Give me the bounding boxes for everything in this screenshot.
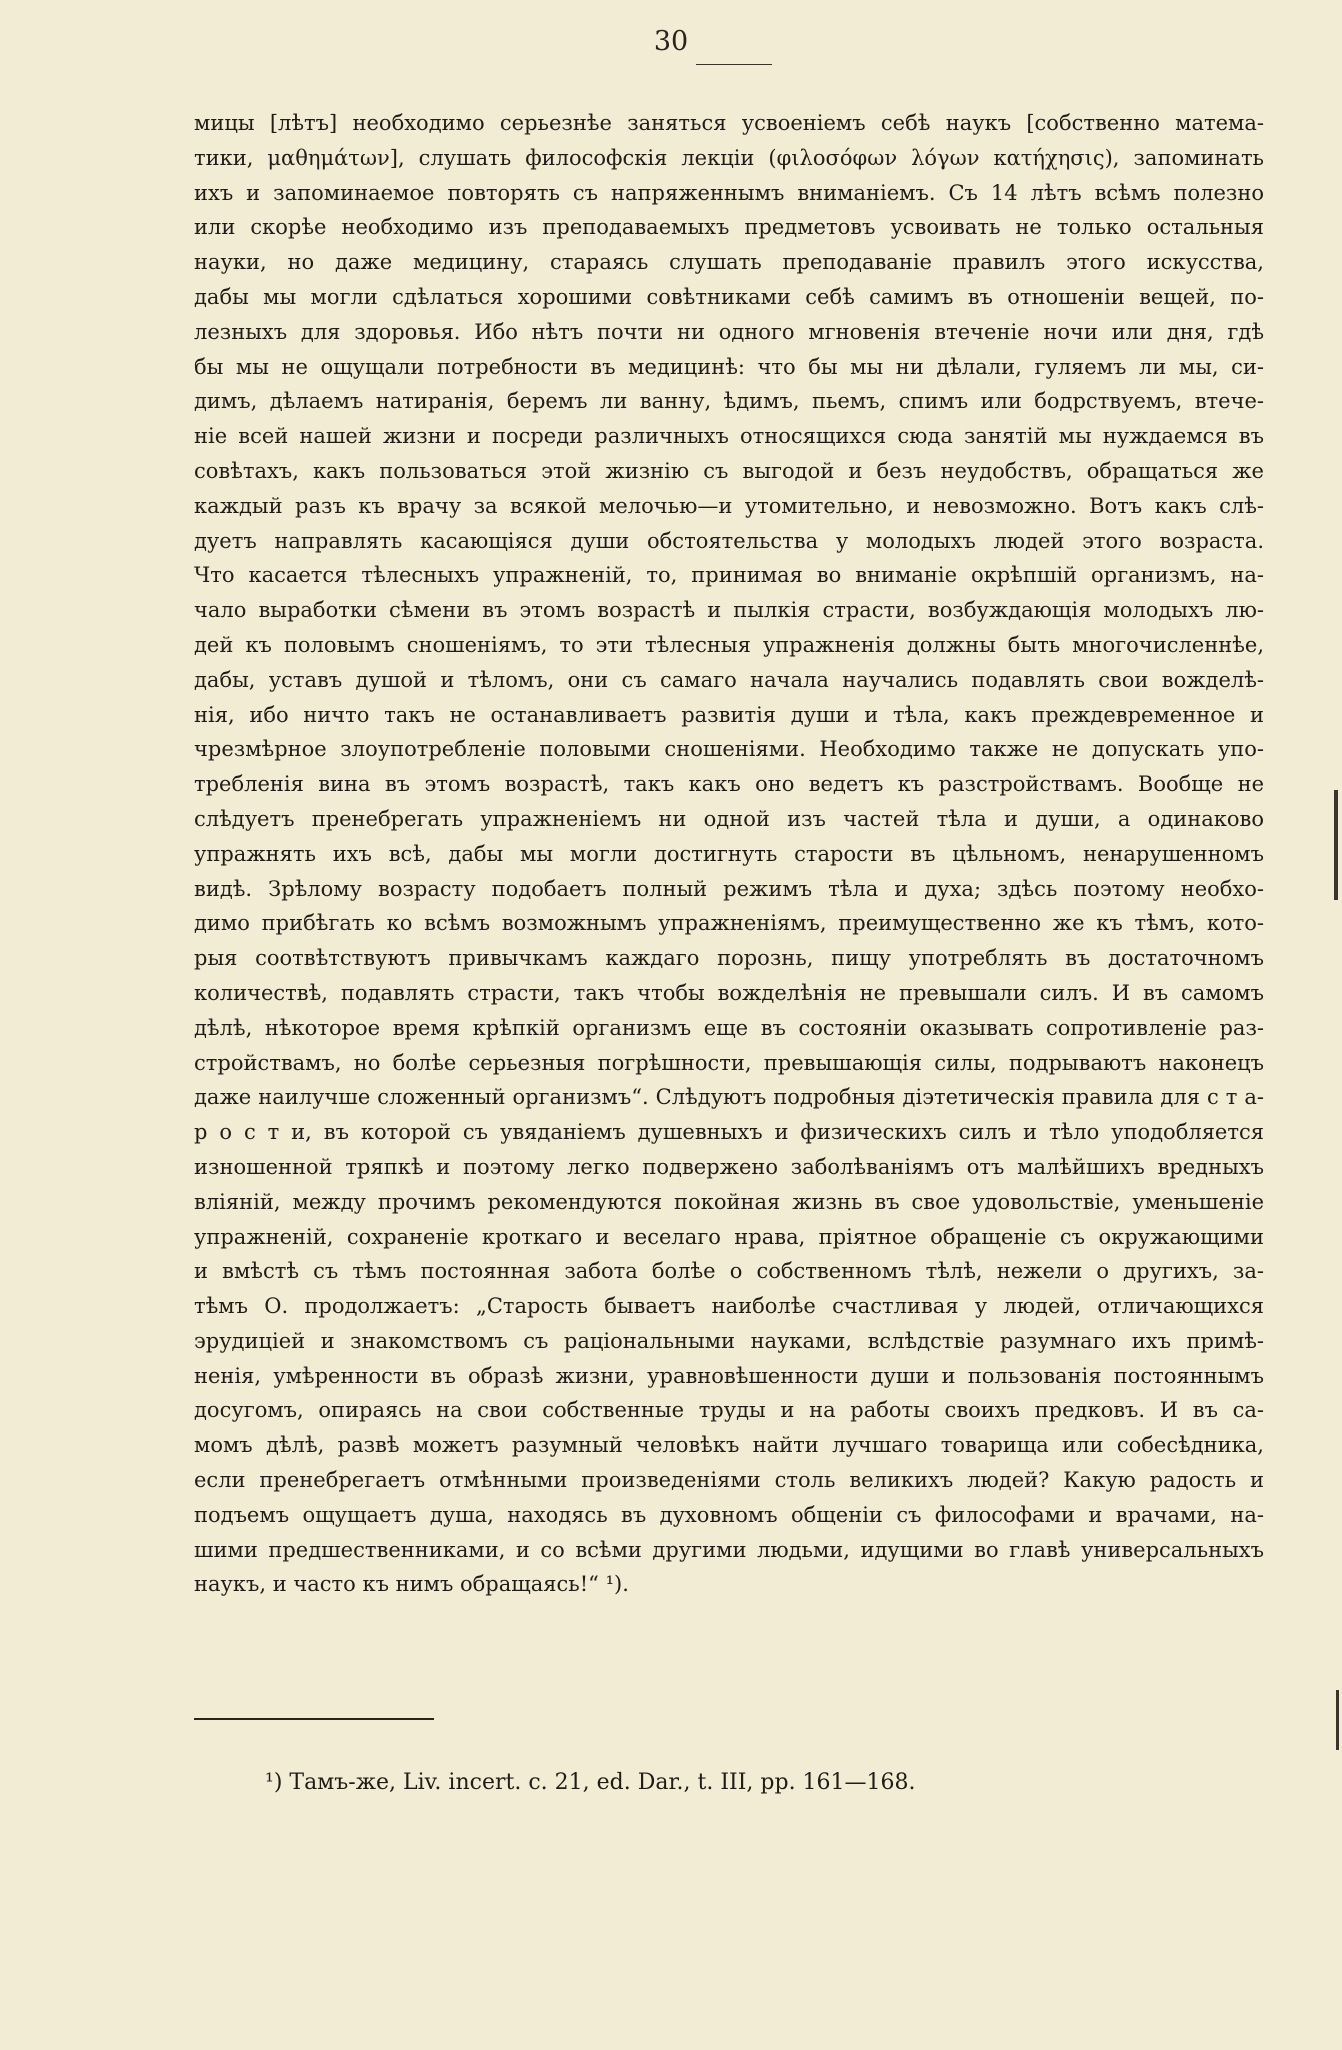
text-line: изношенной тряпкѣ и поэтому легко подвержено заболѣваніямъ отъ малѣйшихъ вредныхъ bbox=[194, 1154, 1264, 1179]
text-line: рыя соотвѣтствуютъ привычкамъ каждаго порознь, пищу употреблять въ достаточномъ bbox=[194, 946, 1264, 971]
page-number-underline bbox=[696, 64, 772, 65]
text-line: видѣ. Зрѣлому возрасту подобаетъ полный режимъ тѣла и духа; здѣсь поэтому необхо- bbox=[194, 876, 1264, 901]
text-line: и вмѣстѣ съ тѣмъ постоянная забота болѣе о собственномъ тѣлѣ, нежели о другихъ, за- bbox=[194, 1259, 1264, 1284]
text-line: дѣлѣ, нѣкоторое время крѣпкій организмъ еще въ состояніи оказывать сопротивленіе раз- bbox=[194, 1015, 1264, 1040]
text-line: даже наилучше сложенный организмъ“. Слѣдуютъ подробныя діэтетическія правила для с т а- bbox=[194, 1085, 1264, 1110]
text-line: если пренебрегаетъ отмѣнными произведеніями столь великихъ людей? Какую радость и bbox=[194, 1468, 1264, 1493]
text-line: ніе всей нашей жизни и посреди различныхъ относящихся сюда занятій мы нуждаемся въ bbox=[194, 424, 1264, 449]
text-line: мицы [лѣтъ] необходимо серьезнѣе заняться усвоеніемъ себѣ наукъ [собственно матема- bbox=[194, 111, 1264, 135]
text-line: р о с т и, въ которой съ увяданіемъ душевныхъ и физическихъ силъ и тѣло уподобляется bbox=[194, 1120, 1264, 1145]
text-line: нія, ибо ничто такъ не останавливаетъ развитія души и тѣла, какъ преждевременное и bbox=[194, 702, 1264, 727]
text-line: или скорѣе необходимо изъ преподаваемыхъ предметовъ усвоивать не только остальныя bbox=[194, 215, 1264, 240]
text-line: дуетъ направлять касающіяся души обстоятельства у молодыхъ людей этого возраста. bbox=[194, 528, 1264, 553]
text-line: чало выработки сѣмени въ этомъ возрастѣ и пылкія страсти, возбуждающія молодыхъ лю- bbox=[194, 598, 1264, 623]
text-line: дабы мы могли сдѣлаться хорошими совѣтниками себѣ самимъ въ отношеніи вещей, по- bbox=[194, 284, 1264, 309]
text-line: чрезмѣрное злоупотребленіе половыми сношеніями. Необходимо также не допускать упо- bbox=[194, 737, 1264, 762]
scan-edge-mark bbox=[1334, 790, 1338, 900]
scan-edge-mark bbox=[1336, 1690, 1339, 1750]
text-line: шими предшественниками, и со всѣми другими людьми, идущими во главѣ универсальныхъ bbox=[194, 1537, 1264, 1562]
text-line: димо прибѣгать ко всѣмъ возможнымъ упражненіямъ, преимущественно же къ тѣмъ, кото- bbox=[194, 911, 1264, 936]
text-line: дей къ половымъ сношеніямъ, то эти тѣлесныя упражненія должны быть многочисленнѣе, bbox=[194, 632, 1264, 657]
text-line: досугомъ, опираясь на свои собственные труды и на работы своихъ предковъ. И въ са- bbox=[194, 1398, 1264, 1423]
text-line: упражненій, сохраненіе кроткаго и веселаго нрава, пріятное обращеніе съ окружающими bbox=[194, 1224, 1264, 1249]
text-line: ихъ и запоминаемое повторять съ напряженнымъ вниманіемъ. Съ 14 лѣтъ всѣмъ полезно bbox=[194, 180, 1264, 205]
text-line: науки, но даже медицину, стараясь слушать преподаваніе правилъ этого искусства, bbox=[194, 250, 1264, 275]
page-number: 30 bbox=[653, 26, 689, 57]
text-line: требленія вина въ этомъ возрастѣ, такъ какъ оно ведетъ къ разстройствамъ. Вообще не bbox=[194, 772, 1264, 797]
text-line: ненія, умѣренности въ образѣ жизни, уравновѣшенности души и пользованія постояннымъ bbox=[194, 1363, 1264, 1388]
text-line: слѣдуетъ пренебрегать упражненіемъ ни одной изъ частей тѣла и души, а одинаково bbox=[194, 806, 1264, 831]
text-line: вліяній, между прочимъ рекомендуются покойная жизнь въ свое удовольствіе, уменьшеніе bbox=[194, 1189, 1264, 1214]
body-text bbox=[194, 106, 1264, 1602]
text-line: лезныхъ для здоровья. Ибо нѣтъ почти ни одного мгновенія втеченіе ночи или дня, гдѣ bbox=[194, 319, 1264, 344]
text-line: количествѣ, подавлять страсти, такъ чтобы вожделѣнія не превышали силъ. И въ самомъ bbox=[194, 980, 1264, 1005]
text-line: эрудиціей и знакомствомъ съ раціональными науками, вслѣдствіе разумнаго ихъ примѣ- bbox=[194, 1328, 1264, 1353]
text-line: тѣмъ О. продолжаетъ: „Старость бываетъ наиболѣе счастливая у людей, отличающихся bbox=[194, 1294, 1264, 1319]
text-line: димъ, дѣлаемъ натиранія, беремъ ли ванну, ѣдимъ, пьемъ, спимъ или бодрствуемъ, втече- bbox=[194, 389, 1264, 414]
footnote-separator bbox=[194, 1718, 434, 1720]
text-line: момъ дѣлѣ, развѣ можетъ разумный человѣкъ найти лучшаго товарища или собесѣдника, bbox=[194, 1433, 1264, 1458]
text-line: Что касается тѣлесныхъ упражненій, то, принимая во вниманіе окрѣпшій организмъ, на- bbox=[194, 563, 1264, 588]
text-line: бы мы не ощущали потребности въ медицинѣ: что бы мы ни дѣлали, гуляемъ ли мы, си- bbox=[194, 354, 1264, 379]
footnote: ¹) Тамъ-же, Liv. incert. c. 21, ed. Dar., t. III, pp. 161—168. bbox=[265, 1770, 916, 1795]
text-line: подъемъ ощущаетъ душа, находясь въ духовномъ общеніи съ философами и врачами, на- bbox=[194, 1502, 1264, 1527]
text-line: дабы, уставъ душой и тѣломъ, они съ самаго начала научались подавлять свои вожделѣ- bbox=[194, 667, 1264, 692]
text-line: упражнять ихъ всѣ, дабы мы могли достигнуть старости въ цѣльномъ, ненарушенномъ bbox=[194, 841, 1264, 866]
text-line: стройствамъ, но болѣе серьезныя погрѣшности, превышающія силы, подрываютъ наконецъ bbox=[194, 1050, 1264, 1075]
text-line: совѣтахъ, какъ пользоваться этой жизнію съ выгодой и безъ неудобствъ, обращаться же bbox=[194, 458, 1264, 483]
text-line: наукъ, и часто къ нимъ обращаясь!“ ¹). bbox=[194, 1572, 629, 1597]
text-line: каждый разъ къ врачу за всякой мелочью—и утомительно, и невозможно. Вотъ какъ слѣ- bbox=[194, 493, 1264, 518]
text-line: тики, μαθημάτων], слушать философскія лекціи (φιλοσόφων λόγων κατήχησις), запоминать bbox=[194, 145, 1264, 170]
